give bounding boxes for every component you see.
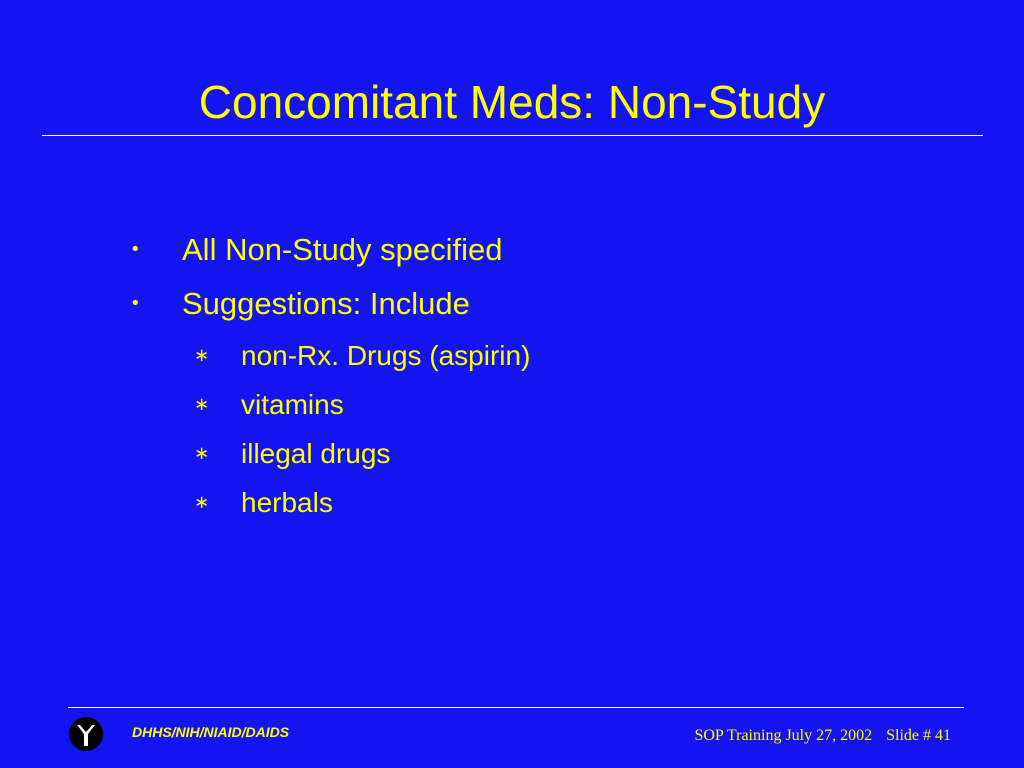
footer-training-info (694, 726, 951, 746)
nih-caduceus-logo-icon (68, 716, 104, 752)
footer-divider (68, 707, 964, 708)
asterisk-icon: ∗ (194, 345, 210, 366)
footer-slide-number: Slide # 41 (886, 727, 951, 744)
asterisk-icon: ∗ (194, 443, 210, 464)
bullet-dot-icon: • (130, 293, 141, 314)
sub-bullet-text: herbals (241, 487, 333, 518)
asterisk-icon: ∗ (194, 492, 210, 513)
sub-bullet-text: vitamins (241, 389, 344, 420)
bullet-text: All Non-Study specified (182, 232, 503, 267)
footer-organization: DHHS/NIH/NIAID/DAIDS (132, 724, 290, 740)
sub-bullet-text: illegal drugs (241, 438, 391, 469)
bullet-dot-icon: • (130, 239, 141, 260)
footer-training-date: SOP Training July 27, 2002 (694, 727, 873, 744)
sub-bullet-text: non-Rx. Drugs (aspirin) (241, 340, 531, 371)
asterisk-icon: ∗ (194, 394, 210, 415)
slide-title: Concomitant Meds: Non-Study (198, 76, 826, 128)
bullet-text: Suggestions: Include (182, 286, 470, 321)
